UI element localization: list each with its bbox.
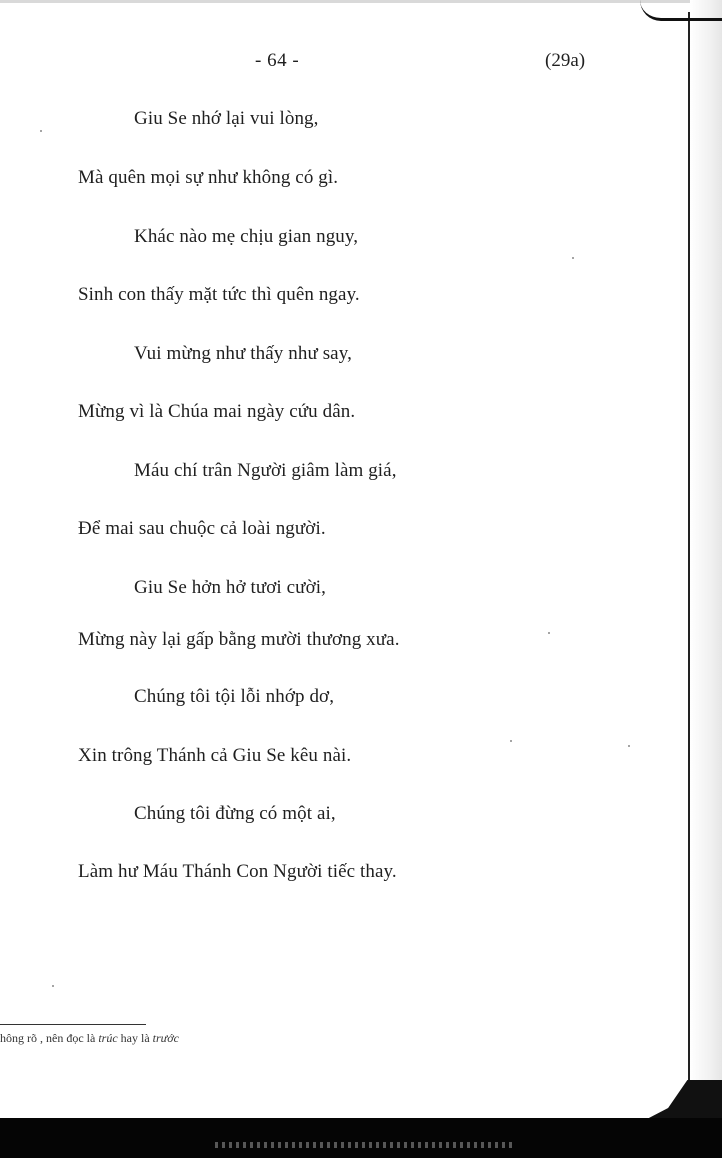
poem-line-1: Giu Se nhớ lại vui lòng,: [134, 108, 319, 129]
poem-line-14: Làm hư Máu Thánh Con Người tiếc thay.: [78, 861, 397, 882]
footnote-word-1: trúc: [98, 1031, 118, 1045]
poem-line-10: Mừng này lại gấp bằng mười thương xưa.: [78, 629, 400, 650]
poem-line-6: Mừng vì là Chúa mai ngày cứu dân.: [78, 401, 356, 422]
poem-line-5: Vui mừng như thấy như say,: [134, 343, 352, 364]
binding-shadow: [690, 0, 722, 1100]
footnote-rule: [0, 1024, 146, 1025]
scan-speck: [628, 745, 630, 747]
scan-speck: [572, 257, 574, 259]
poem-line-11: Chúng tôi tội lỗi nhớp dơ,: [134, 686, 335, 707]
scan-speck: [548, 632, 550, 634]
scan-noise: [215, 1142, 515, 1148]
poem-line-4: Sinh con thấy mặt tức thì quên ngay.: [78, 284, 360, 305]
page-number: - 64 -: [255, 50, 300, 71]
scan-speck: [510, 740, 512, 742]
footnote-prefix: hông rõ , nên đọc là: [0, 1031, 99, 1045]
poem-line-7: Máu chí trân Người giâm làm giá,: [134, 460, 397, 481]
page-top-edge: [0, 0, 722, 3]
scan-speck: [40, 130, 42, 132]
poem-line-2: Mà quên mọi sự như không có gì.: [78, 167, 339, 188]
binding-edge-line: [688, 12, 690, 1097]
footnote: [0, 1031, 179, 1046]
scan-speck: [52, 985, 54, 987]
poem-line-13: Chúng tôi đừng có một ai,: [134, 803, 336, 824]
page-curl-top: [640, 0, 722, 21]
poem-line-9: Giu Se hởn hở tươi cười,: [134, 577, 326, 598]
scan-bottom-band: [0, 1118, 722, 1158]
footnote-word-2: trước: [152, 1031, 179, 1045]
page-reference: (29a): [545, 50, 586, 71]
poem-line-12: Xin trông Thánh cả Giu Se kêu nài.: [78, 745, 352, 766]
page-curl-bottom: [645, 1080, 722, 1120]
poem-line-3: Khác nào mẹ chịu gian nguy,: [134, 226, 359, 247]
footnote-middle: hay là: [117, 1031, 153, 1045]
poem-line-8: Để mai sau chuộc cả loài người.: [78, 518, 326, 539]
